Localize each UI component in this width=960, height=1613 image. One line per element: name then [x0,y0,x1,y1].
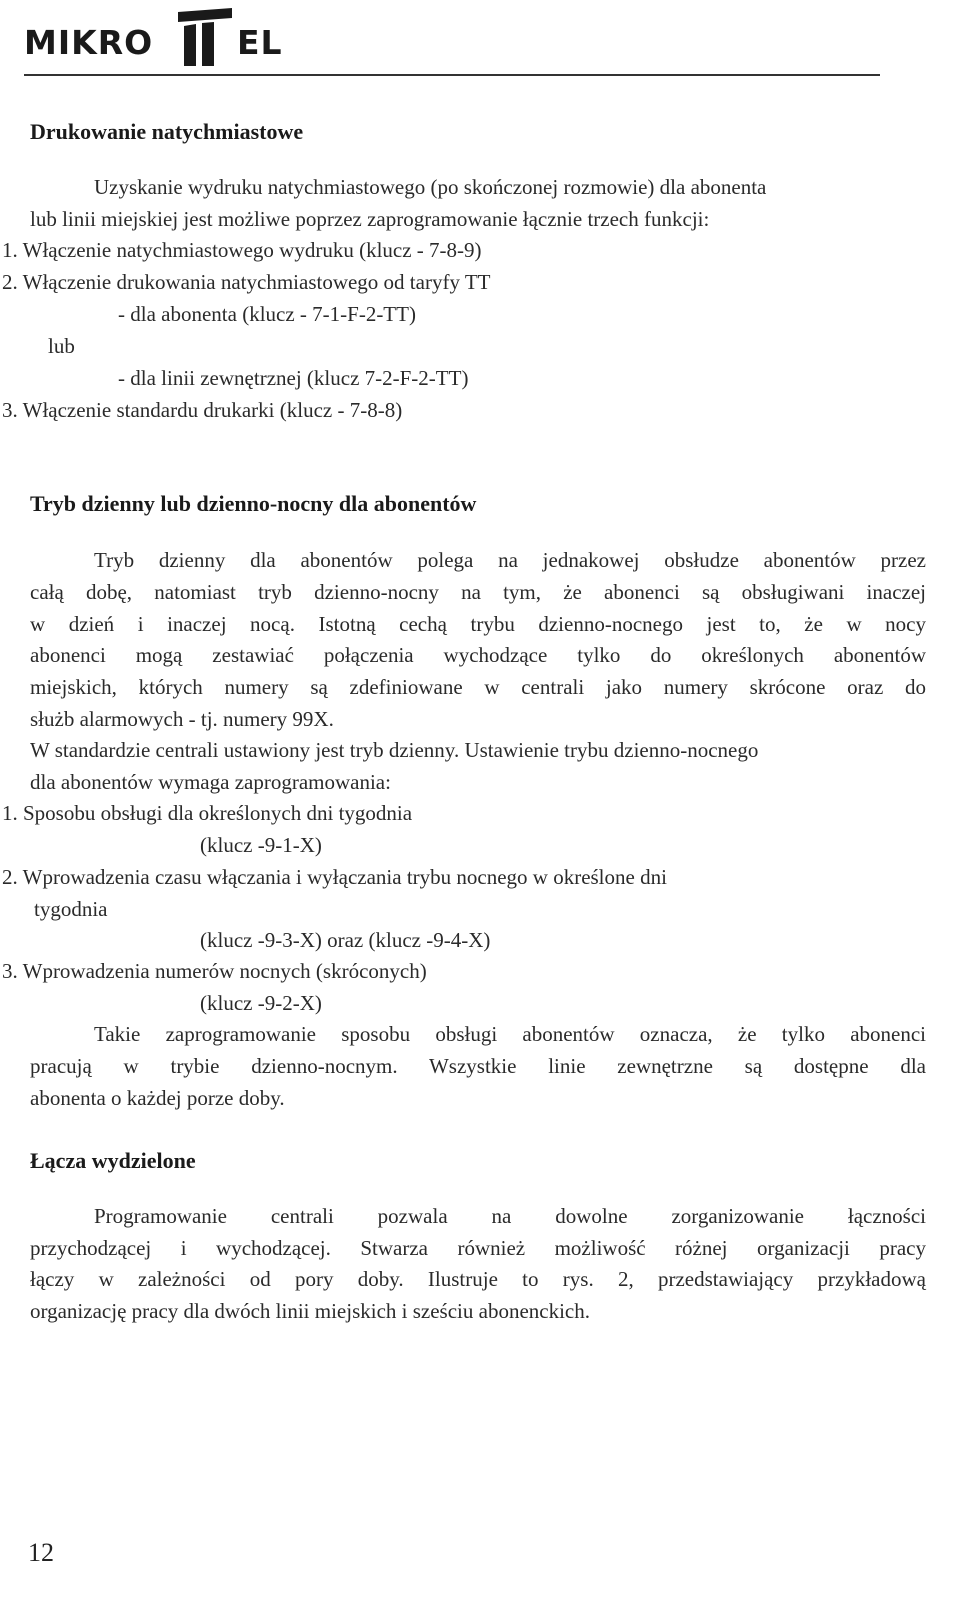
list-item-continuation: tygodnia [34,897,108,921]
mikrotel-logo [24,6,294,68]
paragraph-line: łączy w zależności od pory doby. Ilustruje to rys. 2, przedstawiający przykładową [30,1267,926,1291]
list-subitem: - dla abonenta (klucz - 7-1-F-2-TT) [118,302,416,326]
list-item: 3. Wprowadzenia numerów nocnych (skróconych) [2,959,427,983]
list-key: (klucz -9-3-X) oraz (klucz -9-4-X) [200,928,491,952]
paragraph-line: Programowanie centrali pozwala na dowolne zorganizowanie łączności [94,1204,926,1228]
paragraph-line: przychodzącej i wychodzącej. Stwarza również możliwość różnej organizacji pracy [30,1236,926,1260]
list-item: 1. Włączenie natychmiastowego wydruku (klucz - 7-8-9) [2,238,482,262]
paragraph-line: w dzień i inaczej nocą. Istotną cechą trybu dzienno-nocnego jest to, że w nocy [30,612,926,636]
paragraph-line: pracują w trybie dzienno-nocnym. Wszystkie linie zewnętrzne są dostępne dla [30,1054,926,1078]
logo-t-mark-icon [174,6,236,68]
paragraph-line: Uzyskanie wydruku natychmiastowego (po skończonej rozmowie) dla abonenta [94,175,767,199]
paragraph-line: Takie zaprogramowanie sposobu obsługi abonentów oznacza, że tylko abonenci [94,1022,926,1046]
paragraph-line: służb alarmowych - tj. numery 99X. [30,707,334,731]
paragraph-line: abonenta o każdej porze doby. [30,1086,285,1110]
section-heading-instant-printing: Drukowanie natychmiastowe [30,119,304,144]
page-number: 12 [28,1538,54,1567]
paragraph-line: abonenci mogą zestawiać połączenia wychodzące tylko do określonych abonentów [30,643,926,667]
list-key: (klucz -9-2-X) [200,991,322,1015]
paragraph-line: całą dobę, natomiast tryb dzienno-nocny na tym, że abonenci są obsługiwani inaczej [30,580,926,604]
paragraph-line: Tryb dzienny dla abonentów polega na jednakowej obsłudze abonentów przez [94,548,926,572]
list-item: 3. Włączenie standardu drukarki (klucz - 7-8-8) [2,398,403,422]
header-divider [24,74,880,76]
logo-text-left: MIKRO [24,23,154,62]
logo-text-right: EL [237,23,283,62]
paragraph-line: organizację pracy dla dwóch linii miejskich i sześciu abonenckich. [30,1299,590,1323]
list-item: 2. Włączenie drukowania natychmiastowego od taryfy TT [2,270,491,294]
paragraph-line: W standardzie centrali ustawiony jest tryb dzienny. Ustawienie trybu dzienno-nocnego [30,738,759,762]
section-heading-dedicated-lines: Łącza wydzielone [30,1148,196,1173]
list-item: 2. Wprowadzenia czasu włączania i wyłączania trybu nocnego w określone dni [2,865,667,889]
list-subitem: - dla linii zewnętrznej (klucz 7-2-F-2-TT) [118,366,469,390]
list-connector: lub [48,334,75,358]
paragraph-line: lub linii miejskiej jest możliwe poprzez zaprogramowanie łącznie trzech funkcji: [30,207,710,231]
list-item: 1. Sposobu obsługi dla określonych dni tygodnia [2,801,413,825]
list-key: (klucz -9-1-X) [200,833,322,857]
paragraph-line: dla abonentów wymaga zaprogramowania: [30,770,391,794]
section-heading-day-night-mode: Tryb dzienny lub dzienno-nocny dla abonentów [30,491,477,516]
paragraph-line: miejskich, których numery są zdefiniowane w centrali jako numery skrócone oraz do [30,675,926,699]
